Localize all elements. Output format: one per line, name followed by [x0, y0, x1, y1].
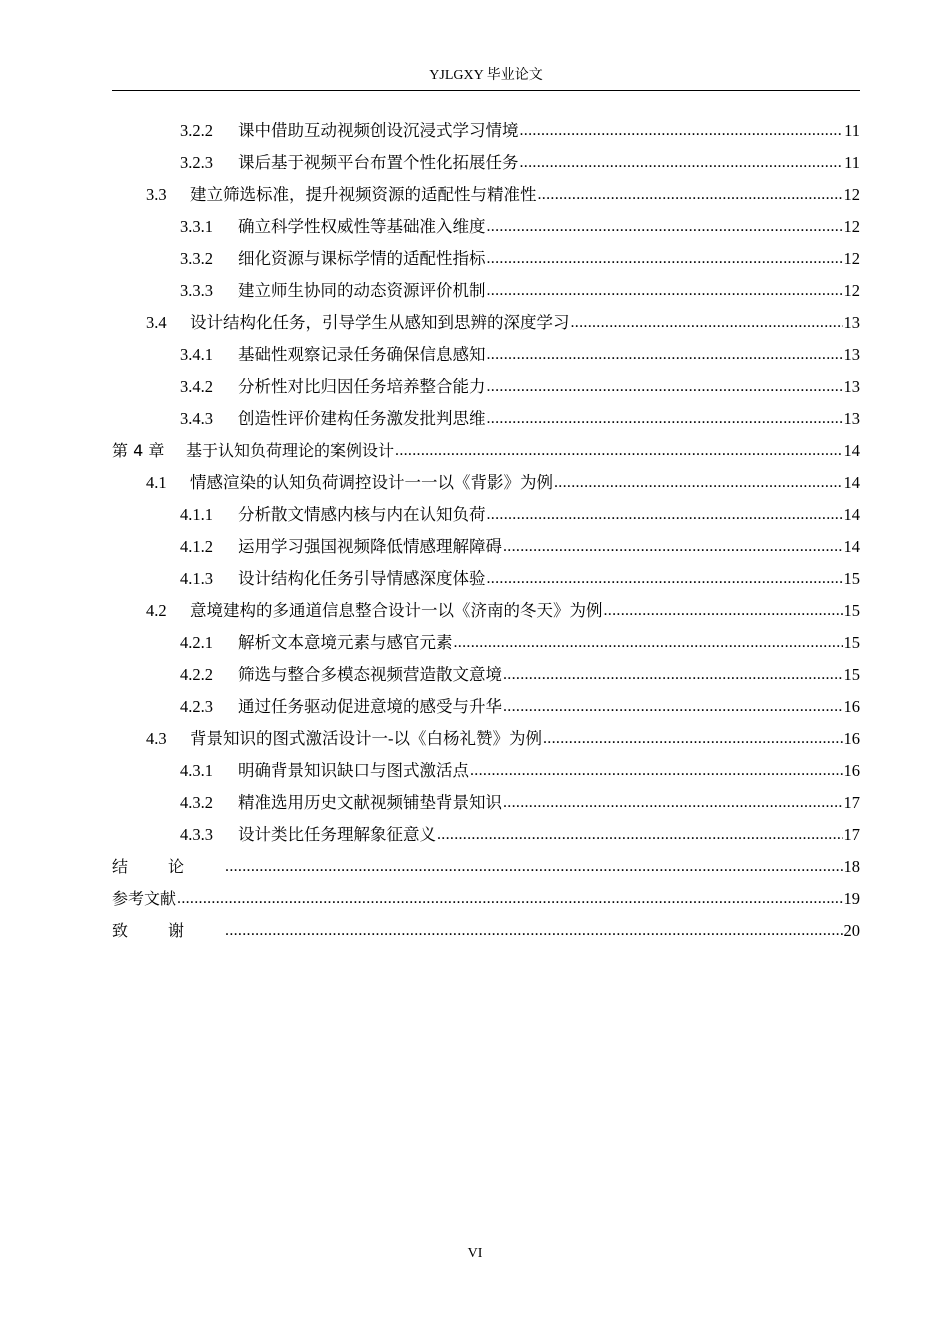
toc-entry[interactable]	[112, 307, 860, 339]
toc-entry-number: 3.2.3	[180, 153, 213, 172]
toc-entry-page: 15	[843, 665, 860, 684]
toc-entry[interactable]	[112, 563, 860, 595]
dot-leader	[225, 850, 842, 883]
toc-entry[interactable]	[112, 403, 860, 435]
toc-entry-title	[180, 211, 486, 243]
dot-leader	[454, 626, 843, 659]
toc-entry[interactable]	[112, 371, 860, 403]
toc-entry-page: 18	[843, 857, 860, 876]
toc-entry-title	[180, 531, 502, 563]
toc-entry[interactable]	[112, 115, 860, 147]
toc-entry-number: 4.3	[146, 729, 167, 748]
toc-entry-title	[180, 371, 486, 403]
toc-entry-number: 4.2	[146, 601, 167, 620]
toc-entry[interactable]	[112, 179, 860, 211]
toc-entry-page: 15	[843, 633, 860, 652]
toc-entry-number: 4.1.1	[180, 505, 213, 524]
toc-entry-title	[180, 115, 519, 147]
toc-entry-number: 3.4.1	[180, 345, 213, 364]
toc-entry-number: 3.3.3	[180, 281, 213, 300]
toc-entry-text: 基于认知负荷理论的案例设计	[186, 441, 395, 460]
toc-entry-title	[180, 147, 519, 179]
toc-entry[interactable]	[112, 595, 860, 627]
toc-entry-text: 情感渲染的认知负荷调控设计一一以《背影》为例	[190, 473, 553, 492]
toc-entry-title	[180, 659, 502, 691]
toc-entry-page: 14	[843, 441, 860, 460]
toc-entry-page: 13	[843, 313, 860, 332]
toc-entry-title	[146, 595, 603, 627]
toc-entry-title	[112, 851, 224, 883]
toc-entry-number: 4.2.2	[180, 665, 213, 684]
toc-entry-text: 筛选与整合多模态视频营造散文意境	[238, 665, 502, 684]
dot-leader	[487, 242, 843, 275]
dot-leader	[487, 402, 843, 435]
running-header: YJLGXY 毕业论文	[429, 68, 543, 83]
toc-entry-text: 课中借助互动视频创设沉浸式学习情境	[238, 121, 519, 140]
toc-entry[interactable]	[112, 147, 860, 179]
toc-entry-text: 分析性对比归因任务培养整合能力	[238, 377, 486, 396]
toc-entry-page: 14	[843, 473, 860, 492]
toc-entry-title	[146, 723, 542, 755]
toc-entry-number: 4.3.3	[180, 825, 213, 844]
toc-entry-text: 分析散文情感内核与内在认知负荷	[238, 505, 486, 524]
toc-entry-page: 14	[843, 505, 860, 524]
toc-entry-page: 16	[843, 697, 860, 716]
toc-entry-title	[180, 243, 486, 275]
toc-entry-page: 11	[844, 153, 860, 172]
toc-entry-title	[180, 275, 486, 307]
toc-entry-page: 19	[843, 889, 860, 908]
toc-entry-text: 建立筛选标准，提升视频资源的适配性与精准性	[190, 185, 537, 204]
dot-leader	[177, 882, 842, 915]
dot-leader	[503, 658, 843, 691]
toc-entry-text: 确立科学性权威性等基础准入维度	[238, 217, 486, 236]
toc-entry-number: 3.3	[146, 185, 167, 204]
toc-entry-page: 14	[843, 537, 860, 556]
toc-entry-text: 结论	[112, 857, 225, 876]
dot-leader	[487, 370, 843, 403]
toc-entry-number: 3.4	[146, 313, 167, 332]
toc-entry-page: 15	[843, 569, 860, 588]
toc-entry-number: 4.3.2	[180, 793, 213, 812]
dot-leader	[487, 274, 843, 307]
dot-leader	[543, 722, 843, 755]
toc-entry-text: 参考文献	[112, 889, 177, 908]
dot-leader	[487, 210, 843, 243]
dot-leader	[520, 146, 844, 179]
toc-entry-page: 13	[843, 377, 860, 396]
toc-entry-title	[180, 819, 436, 851]
toc-entry-text: 细化资源与课标学情的适配性指标	[238, 249, 486, 268]
toc-entry-number: 4.3.1	[180, 761, 213, 780]
page-number: VI	[467, 1246, 483, 1261]
toc-entry-text: 致谢	[112, 921, 225, 940]
toc-entry-text: 运用学习强国视频降低情感理解障碍	[238, 537, 502, 556]
dot-leader	[503, 530, 843, 563]
dot-leader	[520, 114, 844, 147]
toc-entry-page: 17	[843, 825, 860, 844]
table-of-contents	[112, 115, 860, 947]
toc-entry-text: 通过任务驱动促进意境的感受与升华	[238, 697, 502, 716]
toc-entry[interactable]	[112, 755, 860, 787]
toc-entry[interactable]	[112, 659, 860, 691]
toc-entry-title	[180, 403, 486, 435]
toc-entry-title	[180, 563, 486, 595]
toc-entry-text: 基础性观察记录任务确保信息感知	[238, 345, 486, 364]
toc-entry[interactable]	[112, 435, 860, 467]
toc-entry-text: 解析文本意境元素与感官元素	[238, 633, 453, 652]
toc-entry-number: 4.1.2	[180, 537, 213, 556]
toc-entry[interactable]	[112, 339, 860, 371]
toc-entry-title	[112, 915, 224, 947]
toc-entry-title	[180, 755, 469, 787]
toc-entry-text: 建立师生协同的动态资源评价机制	[238, 281, 486, 300]
toc-entry[interactable]	[112, 691, 860, 723]
toc-entry-number: 4.2.1	[180, 633, 213, 652]
toc-entry-text: 明确背景知识缺口与图式激活点	[238, 761, 469, 780]
toc-entry-title	[180, 499, 486, 531]
toc-entry-title	[146, 467, 553, 499]
toc-entry-page: 16	[843, 761, 860, 780]
toc-entry-text: 背景知识的图式激活设计一-以《白杨礼赞》为例	[190, 729, 542, 748]
toc-entry-number: 3.2.2	[180, 121, 213, 140]
toc-entry-number: 4.1	[146, 473, 167, 492]
toc-entry-number: 4.1.3	[180, 569, 213, 588]
toc-entry[interactable]	[112, 819, 860, 851]
toc-entry[interactable]	[112, 211, 860, 243]
toc-entry-text: 意境建构的多通道信息整合设计一以《济南的冬天》为例	[190, 601, 603, 620]
toc-entry-page: 15	[843, 601, 860, 620]
dot-leader	[395, 434, 842, 467]
dot-leader	[437, 818, 843, 851]
toc-entry[interactable]	[112, 915, 860, 947]
toc-entry-text: 创造性评价建构任务激发批判思维	[238, 409, 486, 428]
dot-leader	[503, 786, 843, 819]
toc-entry-page: 17	[843, 793, 860, 812]
toc-entry-number: 3.3.1	[180, 217, 213, 236]
toc-entry-page: 16	[843, 729, 860, 748]
toc-entry-text: 课后基于视频平台布置个性化拓展任务	[238, 153, 519, 172]
toc-entry-page: 20	[843, 921, 860, 940]
toc-entry-title	[180, 787, 502, 819]
dot-leader	[487, 338, 843, 371]
toc-entry-page: 13	[843, 345, 860, 364]
toc-entry[interactable]	[112, 243, 860, 275]
toc-entry-page: 12	[843, 217, 860, 236]
dot-leader	[604, 594, 843, 627]
toc-entry-page: 12	[843, 249, 860, 268]
toc-entry[interactable]	[112, 499, 860, 531]
toc-entry-page: 12	[843, 185, 860, 204]
toc-entry[interactable]	[112, 787, 860, 819]
toc-entry-page: 13	[843, 409, 860, 428]
toc-entry-title	[112, 883, 176, 915]
dot-leader	[487, 498, 843, 531]
toc-entry-text: 设计结构化任务引导情感深度体验	[238, 569, 486, 588]
toc-entry[interactable]	[112, 531, 860, 563]
toc-entry-title	[180, 691, 502, 723]
toc-entry-title	[112, 435, 394, 467]
dot-leader	[503, 690, 843, 723]
toc-entry-number: 3.4.2	[180, 377, 213, 396]
dot-leader	[470, 754, 843, 787]
toc-entry-title	[180, 339, 486, 371]
dot-leader	[225, 914, 842, 947]
toc-entry[interactable]	[112, 723, 860, 755]
dot-leader	[487, 562, 843, 595]
toc-entry-title	[180, 627, 453, 659]
toc-entry-page: 11	[844, 121, 860, 140]
toc-entry[interactable]	[112, 275, 860, 307]
toc-entry-number: 4.2.3	[180, 697, 213, 716]
toc-entry[interactable]	[112, 627, 860, 659]
dot-leader	[571, 306, 843, 339]
toc-entry-number: 3.3.2	[180, 249, 213, 268]
toc-entry-title	[146, 179, 537, 211]
toc-entry-text: 设计类比任务理解象征意义	[238, 825, 436, 844]
toc-entry-title	[146, 307, 570, 339]
toc-entry-text: 精准选用历史文献视频铺垫背景知识	[238, 793, 502, 812]
dot-leader	[538, 178, 843, 211]
toc-entry-text: 设计结构化任务，引导学生从感知到思辨的深度学习	[190, 313, 570, 332]
header-rule	[112, 90, 860, 91]
toc-entry[interactable]	[112, 467, 860, 499]
toc-entry-number: 第 4 章	[112, 441, 165, 460]
dot-leader	[554, 466, 843, 499]
toc-entry[interactable]	[112, 851, 860, 883]
toc-entry-number: 3.4.3	[180, 409, 213, 428]
toc-entry[interactable]	[112, 883, 860, 915]
toc-entry-page: 12	[843, 281, 860, 300]
